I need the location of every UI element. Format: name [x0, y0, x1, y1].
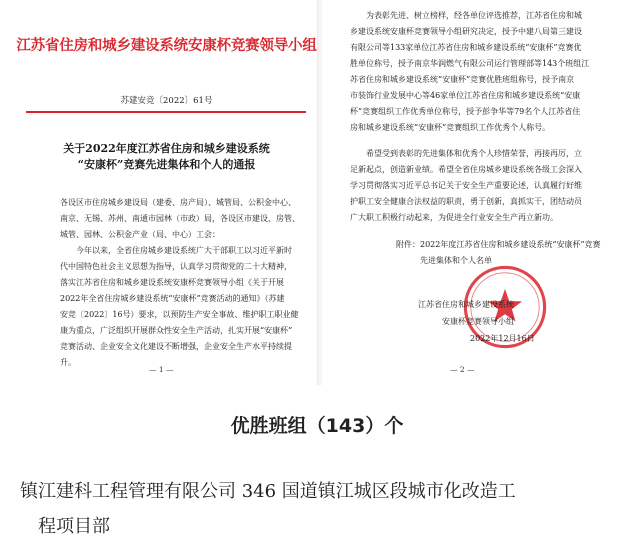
- body-line: 广大职工积极行动起来，为促进全行业安全生产再立新功。: [350, 213, 558, 222]
- body-line: 今年以来，全省住房城乡建设系统广大干部职工以习近平新时: [76, 246, 292, 255]
- signature-date: 2022年12月16日: [470, 334, 535, 343]
- notice-title-line-1: 关于2022年度江苏省住房和城乡建设系统: [63, 142, 270, 155]
- signature-org-line-1: 江苏省住房和城乡建设系统: [418, 300, 514, 309]
- section-heading: 优胜班组（143）个: [230, 415, 404, 437]
- body-line: 城管、园林、公积金产业（局、中心）工会：: [60, 230, 220, 239]
- document-number: 苏建安竞〔2022〕61号: [120, 96, 213, 106]
- red-divider-line: [26, 111, 306, 113]
- notice-title-line-2: “安康杯”竞赛先进集体和个人的通报: [77, 158, 256, 171]
- attachment-line-1: 附件：2022年度江苏省住房和城乡建设系统“安康杯”竞赛: [396, 240, 601, 249]
- body-line: 落实江苏省住房和城乡建设系统安康杯竞赛领导小组《关于开展: [60, 278, 284, 287]
- list-entry-line-1: 镇江建科工程管理有限公司 346 国道镇江城区段城市化改造工: [20, 481, 516, 502]
- body-line: 安竞〔2022〕16号）要求，以预防生产安全事故、维护职工职业健: [60, 310, 299, 319]
- signature-org-line-2: 安康杯竞赛领导小组: [442, 317, 514, 326]
- body-line: 希望受到表彰的先进集体和优秀个人珍惜荣誉，再接再厉，立: [366, 149, 582, 158]
- body-line: 南京、无锡、苏州、南通市园林（市政）局，各设区市建设、房管、: [60, 214, 300, 223]
- body-line: 房和城乡建设系统“安康杯”竞赛组织工作优秀个人称号。: [350, 123, 551, 132]
- body-line: 各设区市住房城乡建设局（建委、房产局）、城管局、公积金中心、: [60, 198, 296, 207]
- body-line: 足新起点，创造新业绩。希望全省住房城乡建设系统各级工会深入: [350, 165, 582, 174]
- red-header-title: 江苏省住房和城乡建设系统安康杯竞赛领导小组: [16, 37, 317, 54]
- body-line: 升。: [60, 358, 76, 367]
- body-line: 杯”竞赛组织工作优秀单位称号，授予彭争华等79名个人江苏省住: [350, 107, 581, 116]
- document-page-2: [322, 0, 622, 385]
- list-entry-line-2: 程项目部: [38, 516, 110, 537]
- page-number: — 1 —: [149, 365, 174, 374]
- body-line: 市装饰行业发展中心等46家单位江苏省住房和城乡建设系统“安康: [350, 91, 581, 100]
- body-line: 乡建设系统安康杯竞赛领导小组研究决定，授予中建八局第三建设: [350, 27, 582, 36]
- body-line: 代中国特色社会主义思想为指导，认真学习贯彻党的二十大精神，: [60, 262, 292, 271]
- body-line: 学习贯彻落实习近平总书记关于安全生产重要论述，认真履行好维: [350, 181, 582, 190]
- body-line: 为表彰先进、树立榜样，经各单位评选推荐，江苏省住房和城: [366, 11, 582, 20]
- body-line: 康为重点，广泛组织开展群众性安全生产活动，扎实开展“安康杯”: [60, 326, 293, 335]
- document-page-1: [14, 0, 319, 385]
- body-line: 胜单位称号，授予南京华润燃气有限公司运行管理部等143个班组江: [350, 59, 590, 68]
- body-line: 护职工安全健康合法权益的职责，勇于创新，真抓实干，团结动员: [350, 197, 582, 206]
- body-line: 有限公司等133家单位江苏省住房和城乡建设系统“安康杯”竞赛优: [350, 43, 582, 52]
- body-line: 苏省住房和城乡建设系统“安康杯”竞赛优胜班组称号，授予南京: [350, 75, 575, 84]
- page-number: — 2 —: [450, 365, 475, 374]
- body-line: 2022年全省住房城乡建设系统“安康杯”竞赛活动的通知》（苏建: [60, 294, 285, 303]
- attachment-line-2: 先进集体和个人名单: [420, 256, 492, 265]
- body-line: 竞赛活动、企业安全文化建设不断增强，企业安全生产水平持续提: [60, 342, 292, 351]
